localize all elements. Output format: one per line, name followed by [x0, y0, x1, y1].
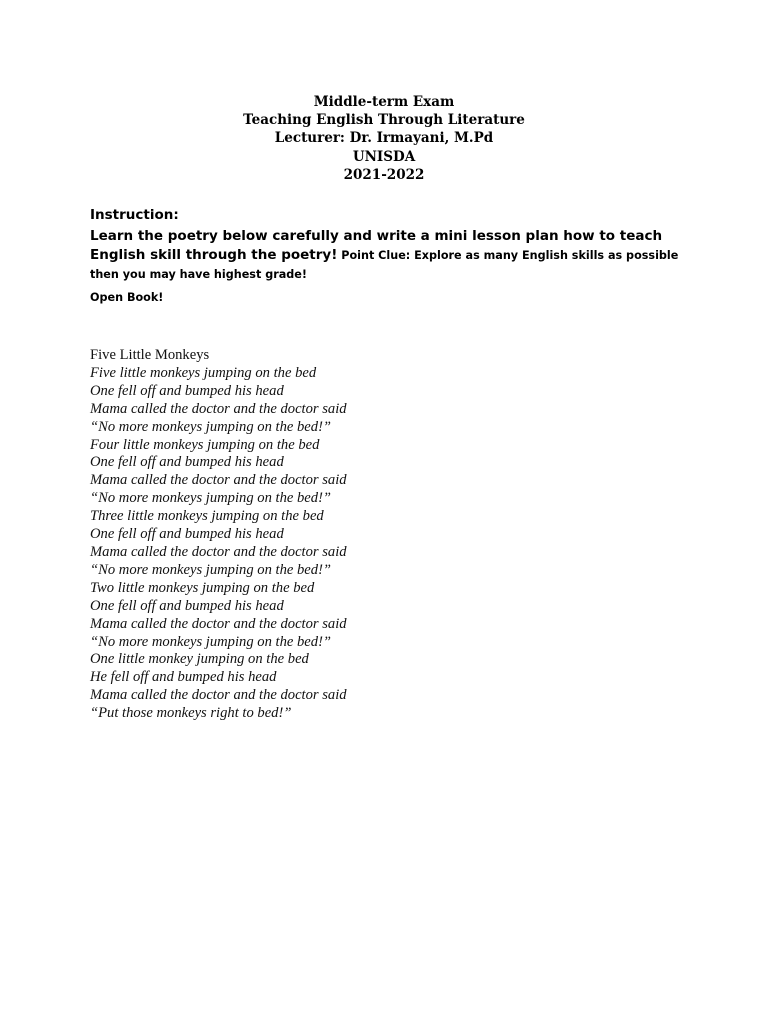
exam-header	[0, 93, 768, 184]
point-clue-text: Point Clue: Explore as many English skills as possible then you may have highest grade!	[90, 249, 679, 281]
poem-line: “No more monkeys jumping on the bed!”	[90, 418, 332, 435]
poem-line: Two little monkeys jumping on the bed	[90, 579, 315, 596]
poem-line: One fell off and bumped his head	[90, 454, 284, 471]
academic-year: 2021-2022	[343, 166, 425, 183]
instruction-main-text: Learn the poetry below carefully and write a mini lesson plan how to teach English skill through the poetry!	[90, 228, 663, 263]
poem-line: Four little monkeys jumping on the bed	[90, 436, 320, 453]
poem-line: “No more monkeys jumping on the bed!”	[90, 633, 332, 650]
poem-line: One fell off and bumped his head	[90, 597, 284, 614]
poem-title: Five Little Monkeys	[90, 347, 210, 363]
poem-lines	[90, 365, 690, 723]
instructions-section	[90, 205, 690, 306]
institution-name: UNISDA	[352, 148, 416, 165]
poem-line: Five little monkeys jumping on the bed	[90, 364, 317, 381]
poem-line: Mama called the doctor and the doctor said	[90, 615, 347, 632]
poem-line: Three little monkeys jumping on the bed	[90, 508, 324, 525]
poem-line: “No more monkeys jumping on the bed!”	[90, 490, 332, 507]
poem-line: Mama called the doctor and the doctor said	[90, 472, 347, 489]
poem-line: One fell off and bumped his head	[90, 382, 284, 399]
poem-line: One little monkey jumping on the bed	[90, 651, 309, 668]
poem-line: Mama called the doctor and the doctor said	[90, 687, 347, 704]
open-book-note: Open Book!	[90, 291, 164, 304]
poem-section	[90, 347, 690, 723]
poem-line: “No more monkeys jumping on the bed!”	[90, 561, 332, 578]
lecturer-name: Lecturer: Dr. Irmayani, M.Pd	[274, 130, 494, 147]
poem-line: One fell off and bumped his head	[90, 526, 284, 543]
instruction-label: Instruction:	[90, 207, 179, 223]
exam-title: Middle-term Exam	[313, 94, 455, 110]
instruction-text	[90, 227, 690, 284]
course-title: Teaching English Through Literature	[243, 112, 525, 129]
poem-line: Mama called the doctor and the doctor said	[90, 543, 347, 560]
poem-line: Mama called the doctor and the doctor said	[90, 400, 347, 417]
poem-line: “Put those monkeys right to bed!”	[90, 705, 292, 722]
poem-line: He fell off and bumped his head	[90, 669, 277, 686]
